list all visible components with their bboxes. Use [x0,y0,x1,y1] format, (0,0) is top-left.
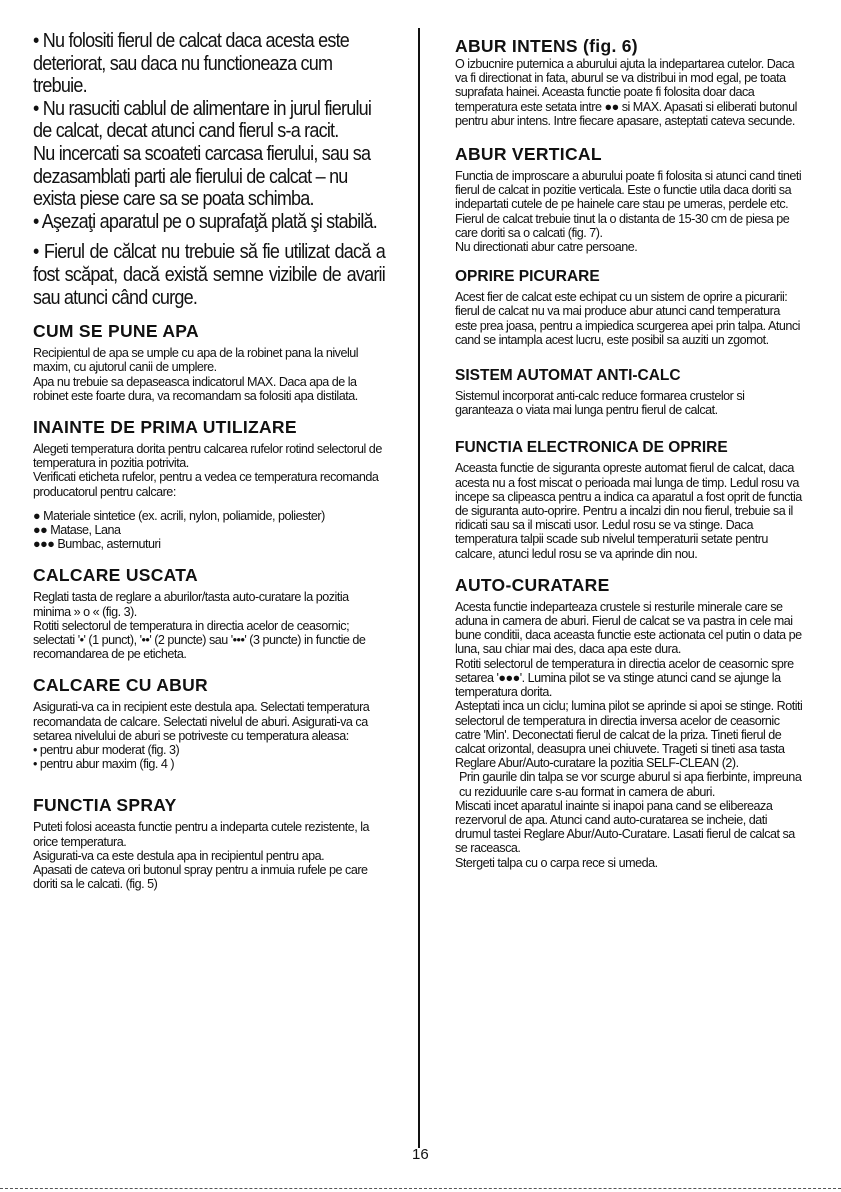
section-title: OPRIRE PICURARE [455,268,600,286]
section-title: ABUR INTENS (fig. 6) [455,36,638,56]
section-paragraph: Asigurati-va ca este destula apa in recipientul pentru apa. [33,848,325,863]
section-paragraph: • pentru abur maxim (fig. 4 ) [33,757,175,772]
section-paragraph: Apasati de cateva ori butonul spray pentru a inmuia rufele pe care doriti sa le calcati. (fig. 5) [33,863,368,892]
list-item: ●●● Bumbac, asternuturi [33,537,161,552]
list-item: ● Materiale sintetice (ex. acrili, nylon, poliamide, poliester) [33,508,325,523]
section-paragraph: Miscati incet aparatul inainte si inapoi pana cand se elibereaza rezervorul de apa. Atunci cand auto-curatarea se incheie, dati drumul tastei Reglare Abur/Auto-Curatare. Lasati fierul de calcat sa se raceasca. [455,798,795,856]
section-functia-electronica-de-oprire [455,439,803,560]
section-paragraph: Rotiti selectorul de temperatura in directia acelor de ceasornic; selectati '•' (1 punct), '••' (2 puncte) sau '•••' (3 puncte) in functie de recomandarea de pe eticheta. [33,618,366,662]
warning-text: Fierul de călcat nu trebuie să fie utilizat dacă a fost scăpat, dacă există semne vizibile de avarii sau atunci când curge. [33,240,386,309]
warning-item: • Nu folositi fierul de calcat daca acesta este deteriorat, sau daca nu functioneaza cum trebuie. [33,29,350,98]
warning-item: Nu incercati sa scoateti carcasa fierului, sau sa dezasamblati parti ale fierului de calcat – nu exista piese care sa se poata schimba. [33,141,371,211]
warning-item: • Aşezaţi aparatul pe o suprafaţă plată şi stabilă. [33,209,378,233]
warning-item: • Nu rasuciti cablul de alimentare in jurul fierului de calcat, decat atunci cand fierul s-a racit. [33,96,372,143]
section-paragraph: Verificati eticheta rufelor, pentru a vedea ce temperatura recomanda producatorul pentru calcare: [33,470,379,499]
safety-warnings [33,30,385,309]
section-paragraph: Sistemul incorporat anti-calc reduce formarea crustelor si garanteaza o viata mai lunga pentru fierul de calcat. [455,389,745,418]
section-paragraph: Reglati tasta de reglare a aburilor/tasta auto-curatare la pozitia minima » o « (fig. 3). [33,590,349,619]
section-paragraph: Alegeti temperatura dorita pentru calcarea rufelor rotind selectorul de temperatura in pozitia potrivita. [33,441,382,471]
section-calcare-uscata [33,565,385,661]
section-title: FUNCTIA SPRAY [33,795,177,816]
section-paragraph: Acest fier de calcat este echipat cu un sistem de oprire a picurarii: fierul de calcat nu va mai produce abur atunci cand temperatura este prea joasa, pentru a impiedica scurgerea apei prin talpa. Atunci cand se intampla acest lucru, este posibil sa auziti un zgomot. [455,290,800,347]
section-title: AUTO-CURATARE [455,574,610,595]
section-title: ABUR VERTICAL [455,144,602,165]
section-title: CUM SE PUNE APA [33,321,199,342]
section-sistem-automat-anti-calc [455,367,803,417]
section-paragraph: Prin gaurile din talpa se vor scurge aburul si apa fierbinte, impreuna cu reziduurile care s-au format in camera de aburi. [459,770,802,799]
left-column [33,30,385,905]
section-paragraph: Aceasta functie de siguranta opreste automat fierul de calcat, daca acesta nu a fost miscat o perioada mai lunga de timp. Ledul rosu va incepe sa clipeasca pentru a indica ca aparatul a fost oprit de functia de siguranta auto-oprire. Pentru a incalzi din nou fierul, trebuie sa il ridicati sau sa il miscati usor. Ledul rosu se va stinge. Daca temperatura talpii scade sub nivelul temperaturii setate pentru calcare, atunci ledul rosu se va aprinde din nou. [455,461,802,561]
section-paragraph: Functia de improscare a aburului poate fi folosita si atunci cand tineti fierul de calcat in pozitie verticala. Este o functie utila daca doriti sa indepartati cutele de pe hainele care stau pe umeras, perdele etc. Fierul de calcat trebuie tinut la o distanta de 15-30 cm de piesa pe care doriti sa o calcati (fig. 7). [455,169,802,240]
column-divider [418,28,420,1148]
section-paragraph: Nu directionati abur catre persoane. [455,240,638,255]
section-paragraph: Recipientul de apa se umple cu apa de la robinet pana la nivelul maxim, cu ajutorul canii de umplere. [33,346,359,375]
warning-bullet: • [33,240,39,264]
footer-rule [0,1188,841,1189]
page-number: 16 [412,1146,429,1163]
section-abur-intens [455,36,803,128]
section-inainte-de-prima-utilizare [33,417,385,551]
section-title: CALCARE USCATA [33,565,198,586]
section-calcare-cu-abur [33,675,385,771]
right-column [455,36,803,884]
section-title: SISTEM AUTOMAT ANTI-CALC [455,367,681,385]
section-title: FUNCTIA ELECTRONICA DE OPRIRE [455,439,728,457]
section-auto-curatare [455,575,803,870]
section-paragraph: Acesta functie indeparteaza crustele si resturile minerale care se aduna in camera de aburi. Fierul de calcat se va pastra in cele mai bune conditii, daca aceasta functie este actionata cel putin o data pe luna, sau chiar mai des, daca apa este dura. [455,599,802,657]
section-paragraph: O izbucnire puternica a aburului ajuta la indepartarea cutelor. Daca va fi directionat in fata, aburul se va distribui in mod egal, pe toata suprafata hainei. Aceasta functie poate fi folosita doar daca temperatura este setata intre ●● si MAX. Apasati si eliberati butonul pentru abur intens. Intre fiecare apasare, asteptati cateva secunde. [455,57,797,128]
list-item: ●● Matase, Lana [33,522,121,537]
section-title: CALCARE CU ABUR [33,675,208,696]
section-abur-vertical [455,144,803,254]
section-paragraph: Rotiti selectorul de temperatura in directia acelor de ceasornic spre setarea '●●●'. Lumina pilot se va stinge atunci cand se ajunge la temperatura dorita. [455,656,794,700]
section-paragraph: Stergeti talpa cu o carpa rece si umeda. [455,855,658,870]
section-functia-spray [33,795,385,891]
section-title: INAINTE DE PRIMA UTILIZARE [33,416,297,437]
section-paragraph: Apa nu trebuie sa depaseasca indicatorul MAX. Daca apa de la robinet este foarte dura, va recomandam sa folositi apa distilata. [33,374,358,403]
section-cum-se-pune-apa [33,321,385,403]
section-oprire-picurare [455,268,803,347]
section-paragraph: Asigurati-va ca in recipient este destula apa. Selectati temperatura recomandata de calcare. Selectati nivelul de aburi. Asigurati-va ca setarea nivelului de aburi se potriveste cu temperatura aleasa: [33,700,370,743]
section-paragraph: Asteptati inca un ciclu; lumina pilot se aprinde si apoi se stinge. Rotiti selectorul de temperatura in directia inversa acelor de ceasornic catre 'Min'. Deconectati fierul de calcat de la priza. Tineti fierul de calcat orizontal, deasupra unei chiuvete. Trageti si tineti asa tasta Reglare Abur/Auto-curatare la pozitia SELF-CLEAN (2). [455,699,803,771]
section-paragraph: Puteti folosi aceasta functie pentru a indeparta cutele rezistente, la orice temperatura. [33,820,370,849]
warning-item-last [33,241,385,309]
section-paragraph: • pentru abur moderat (fig. 3) [33,742,180,757]
